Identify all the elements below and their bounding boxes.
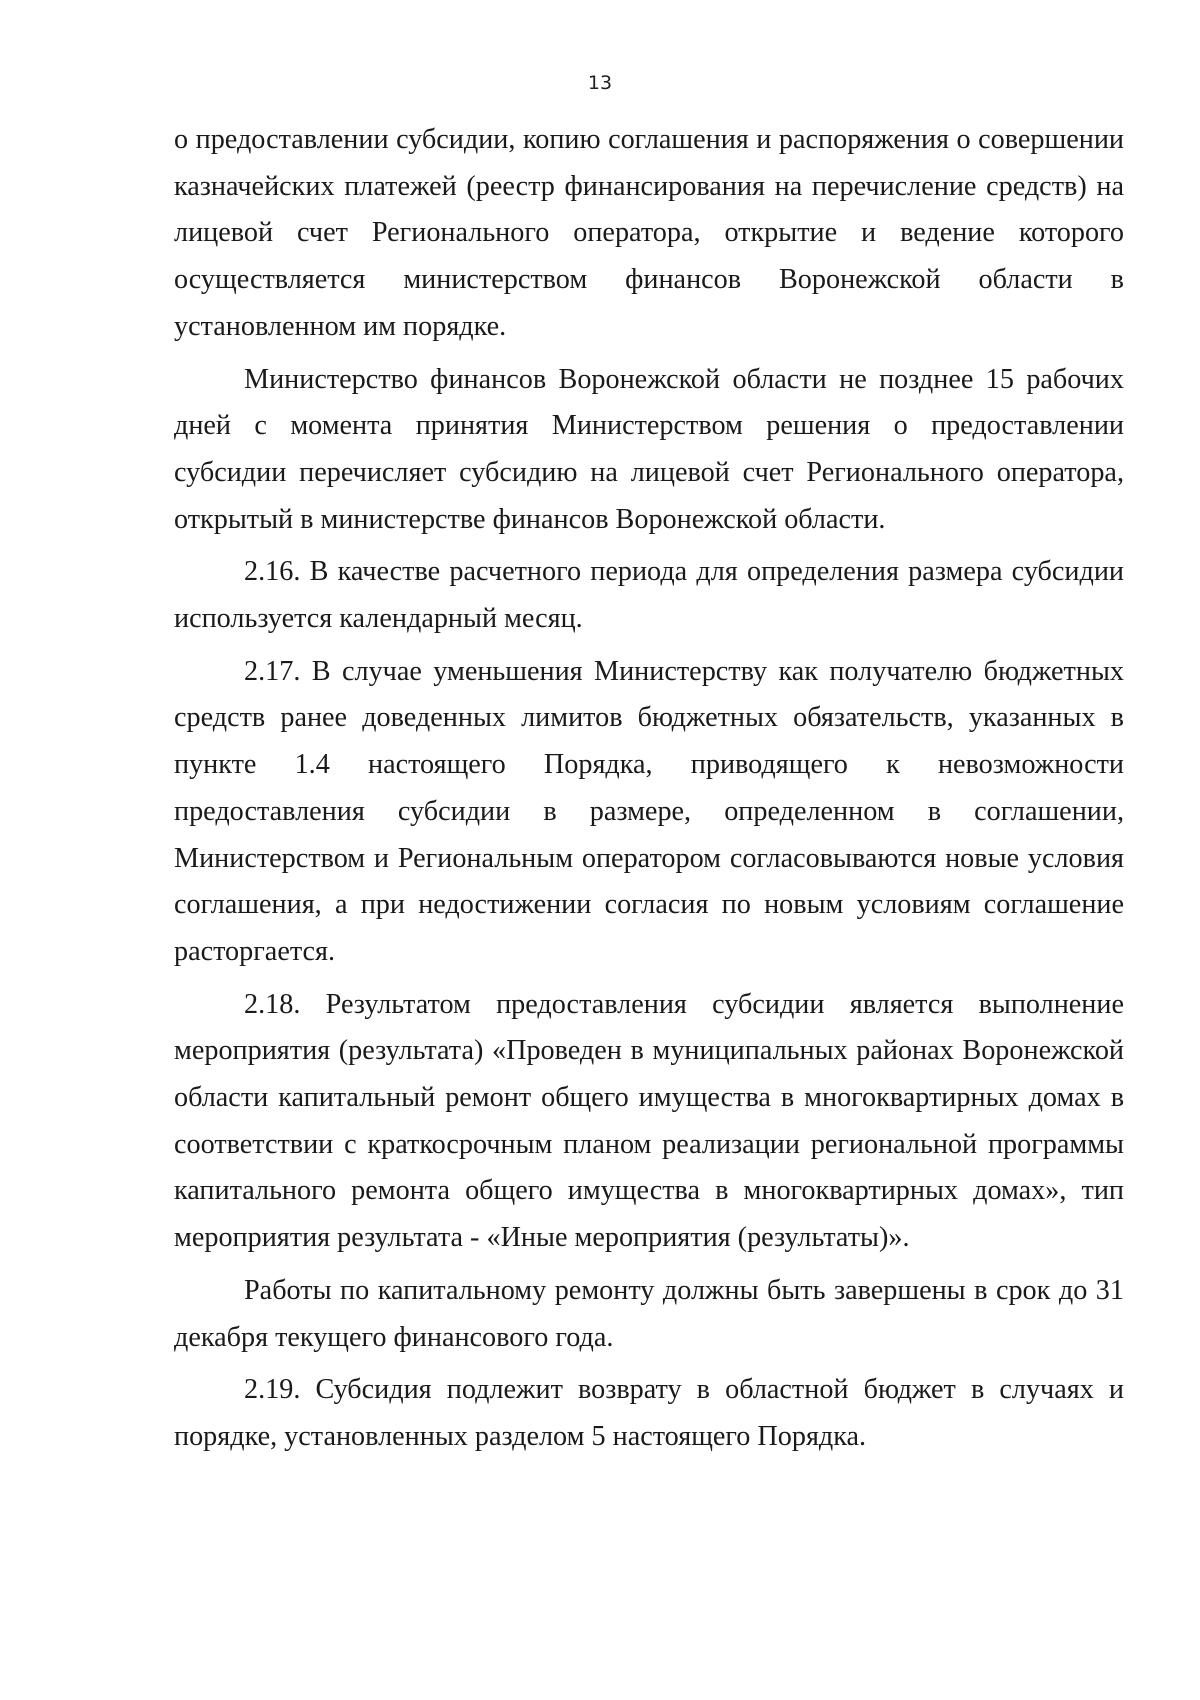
paragraph-ministry-finance-transfer: Министерство финансов Воронежской области не позднее 15 рабочих дней с момента принятия Министерством решения о предоставлении субсидии перечисляет субсидию на лицевой счет Регионального оператора, открытый в министерстве финансов Воронежской области. xyxy=(174,363,1124,535)
paragraph-2-17-limits-reduction: 2.17. В случае уменьшения Министерству как получателю бюджетных средств ранее доведенных лимитов бюджетных обязательств, указанных в пункте 1.4 настоящего Порядка, приводящего к невозможности предоставления субсидии в размере, определенном в соглашении, Министерством и Региональным оператором согласовываются новые условия соглашения, а при недостижении согласия по новым условиям соглашение расторгается. xyxy=(174,655,1124,967)
paragraph-works-deadline: Работы по капитальному ремонту должны быть завершены в срок до 31 декабря текущего финансового года. xyxy=(174,1274,1124,1353)
document-body xyxy=(174,117,1124,1467)
paragraph-subsidy-transfer-documents: о предоставлении субсидии, копию соглашения и распоряжения о совершении казначейских платежей (реестр финансирования на перечисление средств) на лицевой счет Регионального оператора, открытие и ведение которого осуществляется министерством финансов Воронежской области в установленном им порядке. xyxy=(174,124,1124,342)
paragraph-2-16-settlement-period: 2.16. В качестве расчетного периода для определения размера субсидии используется календарный месяц. xyxy=(174,556,1124,635)
paragraph-2-18-subsidy-result: 2.18. Результатом предоставления субсидии является выполнение мероприятия (результата) «Проведен в муниципальных районах Воронежской области капитальный ремонт общего имущества в многоквартирных домах в соответствии с краткосрочным планом реализации региональной программы капитального ремонта общего имущества в многоквартирных домах», тип мероприятия результата - «Иные мероприятия (результаты)». xyxy=(174,988,1124,1254)
page-number: 13 xyxy=(587,72,613,94)
paragraph-2-19-subsidy-return: 2.19. Субсидия подлежит возврату в областной бюджет в случаях и порядке, установленных разделом 5 настоящего Порядка. xyxy=(174,1374,1124,1452)
